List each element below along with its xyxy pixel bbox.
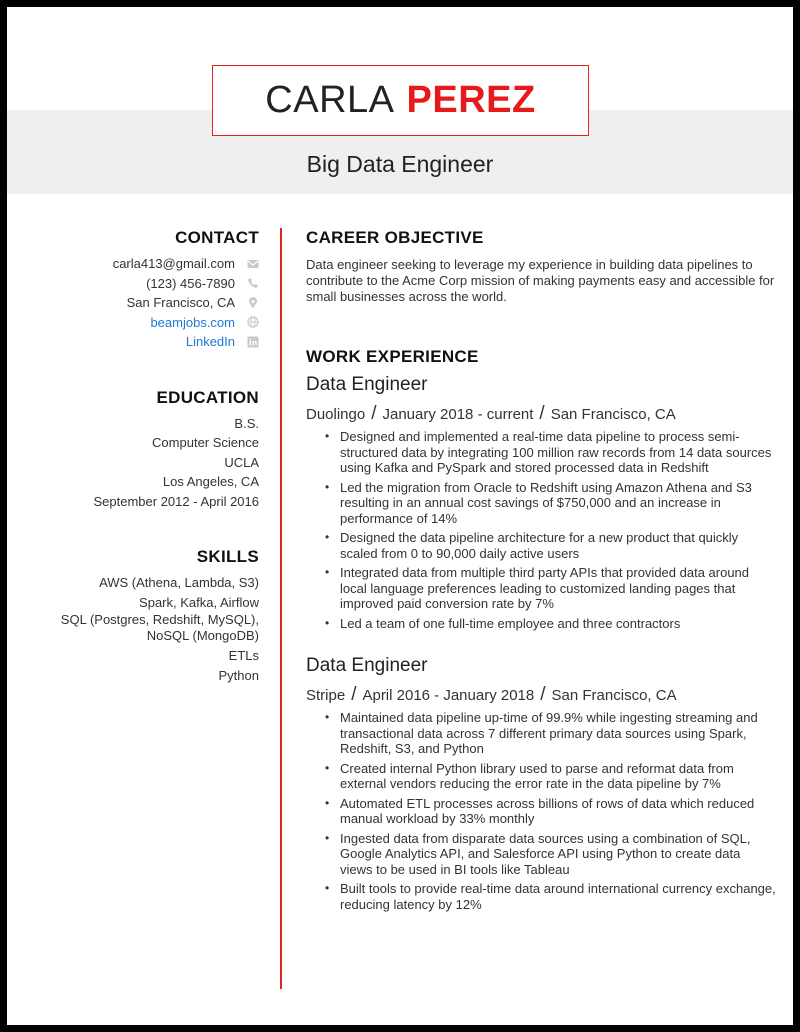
objective-heading: CAREER OBJECTIVE (306, 228, 484, 247)
job-dates: April 2016 - January 2018 (362, 687, 535, 704)
job-title: Data Engineer (306, 655, 428, 676)
separator: / (371, 403, 377, 424)
experience-heading: WORK EXPERIENCE (306, 347, 479, 366)
linkedin-icon (247, 336, 259, 348)
separator: / (539, 403, 545, 424)
skills-section (47, 547, 259, 685)
bullet-item: • Led the migration from Oracle to Redshift using Amazon Athena and S3 resulting in an annual cost savings of $750,000 and an increase in performance of 14% (306, 480, 776, 527)
job-dates: January 2018 - current (382, 406, 534, 423)
bullet-item: • Ingested data from disparate data sources using a combination of SQL, Google Analytics API, and Salesforce API using Python to create data views to be used in BI tools like Tableau (306, 831, 776, 878)
job-entry (306, 374, 776, 631)
skill-item: Spark, Kafka, Airflow (139, 594, 259, 610)
bullet-item: • Automated ETL processes across billions of rows of data which reduced manual workload by 33% monthly (306, 796, 776, 827)
bullet-item: • Designed the data pipeline architecture for a new product that quickly scaled from 0 to 90,000 daily active users (306, 530, 776, 561)
job-title-header: Big Data Engineer (306, 151, 494, 177)
job-location: San Francisco, CA (550, 406, 676, 423)
contact-location: San Francisco, CA (47, 293, 259, 313)
skill-item: ETLs (228, 648, 259, 663)
objective-text: Data engineer seeking to leverage my experience in building data pipelines to contribute to the Acme Corp mission of making payments easy and accessible for small businesses across the world. (306, 257, 775, 304)
contact-heading: CONTACT (175, 228, 259, 247)
education-heading: EDUCATION (156, 387, 259, 407)
contact-phone: (123) 456-7890 (47, 274, 259, 294)
education-location: Los Angeles, CA (162, 474, 259, 489)
globe-icon (247, 316, 259, 328)
education-field: Computer Science (152, 435, 259, 450)
column-divider (280, 228, 282, 989)
map-pin-icon (247, 297, 259, 309)
education-school: UCLA (224, 454, 259, 470)
first-name: CARLA (265, 79, 395, 121)
skill-item: Python (218, 667, 259, 683)
resume-page (7, 7, 793, 1025)
job-title: Data Engineer (306, 374, 428, 395)
job-bullets (306, 710, 776, 912)
skill-item: NoSQL (MongoDB) (146, 628, 259, 643)
left-column (47, 228, 259, 685)
job-location: San Francisco, CA (551, 687, 677, 704)
skill-item: AWS (Athena, Lambda, S3) (99, 575, 259, 590)
job-company: Stripe (306, 687, 346, 704)
separator: / (540, 684, 546, 705)
bullet-item: • Integrated data from multiple third party APIs that provided data around local language preferences leading to customized landing pages that improved paid conversion rate by 7% (306, 565, 776, 612)
contact-email: carla413@gmail.com (47, 254, 259, 274)
bullet-item: • Led a team of one full-time employee and three contractors (306, 616, 776, 632)
contact-linkedin[interactable]: LinkedIn (47, 332, 259, 352)
skill-item: SQL (Postgres, Redshift, MySQL), (60, 612, 259, 627)
phone-icon (247, 277, 259, 289)
bullet-item: • Created internal Python library used to parse and reformat data from external vendors reducing the error rate in the data pipeline by 7% (306, 761, 776, 792)
education-dates: September 2012 - April 2016 (93, 493, 259, 509)
last-name: PEREZ (406, 79, 536, 121)
job-meta (306, 403, 776, 425)
job-bullets (306, 429, 776, 631)
education-section (47, 388, 259, 512)
name-box (212, 65, 589, 136)
bullet-item: • Built tools to provide real-time data around international currency exchange, reducing latency by 12% (306, 881, 776, 912)
bullet-item: • Designed and implemented a real-time data pipeline to process semi-structured data by integrating 100 million raw records from 14 data sources using Kafka and PySpark and stored processed data in Redshift (306, 429, 776, 476)
right-column (306, 228, 776, 916)
separator: / (351, 684, 357, 705)
envelope-icon (247, 258, 259, 270)
bullet-item: • Maintained data pipeline up-time of 99.9% while ingesting streaming and transactional data across 7 different primary data sources using Spark, Redshift, S3, and Python (306, 710, 776, 757)
contact-website[interactable]: beamjobs.com (47, 313, 259, 333)
job-entry (306, 655, 776, 912)
education-degree: B.S. (234, 415, 259, 431)
job-company: Duolingo (306, 406, 366, 423)
skills-heading: SKILLS (196, 547, 259, 566)
job-meta (306, 684, 776, 706)
